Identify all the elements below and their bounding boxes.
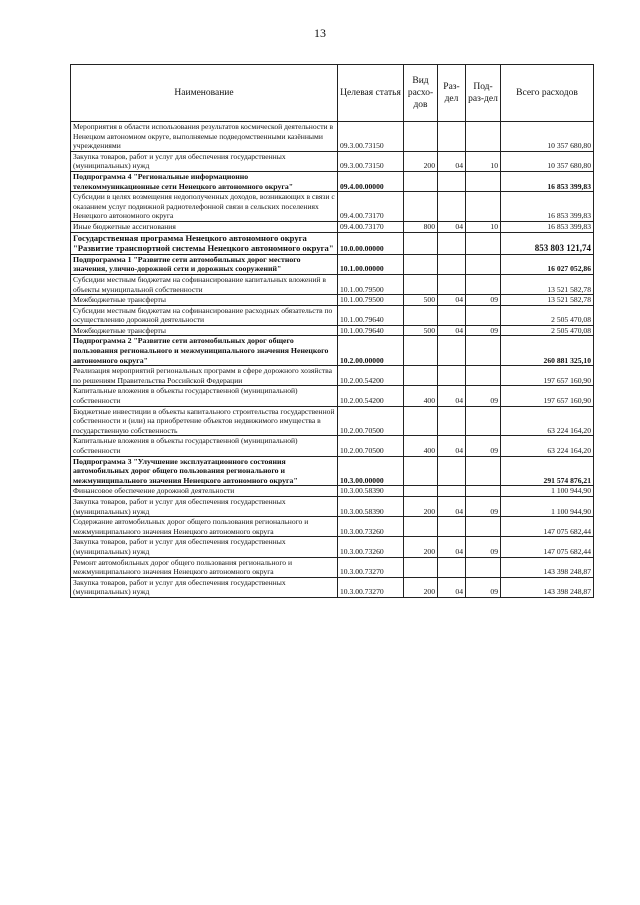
row-amount: 197 657 160,90 <box>501 386 594 406</box>
row-amount: 16 853 399,83 <box>501 192 594 222</box>
header-total: Всего расходов <box>501 65 594 122</box>
row-target-article: 09.4.00.73170 <box>338 221 404 232</box>
row-subsection <box>466 171 501 191</box>
row-target-article: 10.1.00.79500 <box>338 274 404 294</box>
row-name: Субсидии местным бюджетам на софинансирование расходных обязательств по осуществлению дорожной деятельности <box>71 305 338 325</box>
table-row <box>71 456 594 486</box>
row-expense-type <box>404 305 438 325</box>
row-subsection: 09 <box>466 325 501 336</box>
row-expense-type: 200 <box>404 151 438 171</box>
row-section <box>438 336 466 366</box>
row-subsection <box>466 456 501 486</box>
row-name: Субсидии местным бюджетам на софинансирование капитальных вложений в объекты муниципальной собственности <box>71 274 338 294</box>
row-name: Реализация мероприятий региональных программ в сфере дорожного хозяйства по решениям Правительства Российской Федерации <box>71 366 338 386</box>
row-expense-type: 400 <box>404 386 438 406</box>
row-section <box>438 486 466 497</box>
table-row <box>71 577 594 597</box>
row-amount: 143 398 248,87 <box>501 577 594 597</box>
row-expense-type <box>404 122 438 152</box>
row-section <box>438 122 466 152</box>
row-section <box>438 232 466 254</box>
row-subsection <box>466 232 501 254</box>
table-row <box>71 171 594 191</box>
table-row <box>71 221 594 232</box>
table-row <box>71 305 594 325</box>
row-amount: 1 100 944,90 <box>501 496 594 516</box>
table-row <box>71 517 594 537</box>
row-name: Межбюджетные трансферты <box>71 325 338 336</box>
row-target-article: 09.4.00.73170 <box>338 192 404 222</box>
row-amount: 63 224 164,20 <box>501 436 594 456</box>
row-section <box>438 406 466 436</box>
row-subsection <box>466 305 501 325</box>
row-amount: 63 224 164,20 <box>501 406 594 436</box>
header-target-article: Целевая статья <box>338 65 404 122</box>
row-name: Подпрограмма 4 "Региональные информационно телекоммуникационные сети Ненецкого автономного округа" <box>71 171 338 191</box>
row-amount: 16 853 399,83 <box>501 171 594 191</box>
row-name: Иные бюджетные ассигнования <box>71 221 338 232</box>
row-name: Межбюджетные трансферты <box>71 295 338 306</box>
row-subsection: 10 <box>466 151 501 171</box>
row-subsection: 09 <box>466 577 501 597</box>
row-name: Ремонт автомобильных дорог общего пользования регионального и межмуниципального значения Ненецкого автономного округа <box>71 557 338 577</box>
row-target-article: 10.1.00.00000 <box>338 254 404 274</box>
row-name: Мероприятия в области использования результатов космической деятельности в Ненецком автономном округе, выполняемые подведомственными казёнными учреждениями <box>71 122 338 152</box>
row-name: Субсидии в целях возмещения недополученных доходов, возникающих в связи с оказанием услуг подвижной радиотелефонной связи в сельских поселениях Ненецкого автономного округа <box>71 192 338 222</box>
row-amount: 147 075 682,44 <box>501 517 594 537</box>
row-section: 04 <box>438 325 466 336</box>
row-target-article: 10.2.00.70500 <box>338 406 404 436</box>
table-row <box>71 366 594 386</box>
row-expense-type <box>404 274 438 294</box>
row-subsection <box>466 366 501 386</box>
row-amount: 853 803 121,74 <box>501 232 594 254</box>
row-name: Государственная программа Ненецкого автономного округа "Развитие транспортной системы Ненецкого автономного округа" <box>71 232 338 254</box>
row-target-article: 09.3.00.73150 <box>338 122 404 152</box>
row-expense-type <box>404 336 438 366</box>
table-row <box>71 537 594 557</box>
row-amount: 2 505 470,08 <box>501 325 594 336</box>
row-name: Закупка товаров, работ и услуг для обеспечения государственных (муниципальных) нужд <box>71 577 338 597</box>
table-row <box>71 295 594 306</box>
row-expense-type <box>404 366 438 386</box>
row-target-article: 10.3.00.00000 <box>338 456 404 486</box>
row-target-article: 10.3.00.73260 <box>338 517 404 537</box>
row-amount: 16 853 399,83 <box>501 221 594 232</box>
row-name: Подпрограмма 2 "Развитие сети автомобильных дорог общего пользования регионального и межмуниципального значения Ненецкого автономного округа" <box>71 336 338 366</box>
row-name: Закупка товаров, работ и услуг для обеспечения государственных (муниципальных) нужд <box>71 151 338 171</box>
row-name: Бюджетные инвестиции в объекты капитального строительства государственной собственности и (или) на приобретение объектов недвижимого имущества в государственную собственность <box>71 406 338 436</box>
row-section: 04 <box>438 436 466 456</box>
row-section <box>438 366 466 386</box>
row-name: Подпрограмма 3 "Улучшение эксплуатационного состояния автомобильных дорог общего пользования регионального и межмуниципального значения Ненецкого автономного округа" <box>71 456 338 486</box>
row-section: 04 <box>438 151 466 171</box>
header-section: Раз-дел <box>438 65 466 122</box>
header-expense-type: Вид расхо-дов <box>404 65 438 122</box>
row-section: 04 <box>438 295 466 306</box>
row-subsection <box>466 122 501 152</box>
table-row <box>71 557 594 577</box>
row-amount: 2 505 470,08 <box>501 305 594 325</box>
table-row <box>71 386 594 406</box>
row-section <box>438 517 466 537</box>
row-expense-type: 500 <box>404 295 438 306</box>
row-subsection: 09 <box>466 537 501 557</box>
table-row <box>71 192 594 222</box>
row-amount: 13 521 582,78 <box>501 274 594 294</box>
row-amount: 143 398 248,87 <box>501 557 594 577</box>
row-target-article: 10.3.00.73260 <box>338 537 404 557</box>
row-subsection <box>466 517 501 537</box>
table-body <box>71 122 594 598</box>
row-target-article: 09.4.00.00000 <box>338 171 404 191</box>
row-target-article: 10.2.00.00000 <box>338 336 404 366</box>
table-row <box>71 486 594 497</box>
row-target-article: 10.1.00.79640 <box>338 325 404 336</box>
table-row <box>71 406 594 436</box>
row-section <box>438 254 466 274</box>
row-target-article: 10.3.00.58390 <box>338 496 404 516</box>
row-section: 04 <box>438 386 466 406</box>
row-name: Капитальные вложения в объекты государственной (муниципальной) собственности <box>71 436 338 456</box>
table-row <box>71 325 594 336</box>
row-expense-type <box>404 406 438 436</box>
row-expense-type <box>404 557 438 577</box>
row-subsection: 09 <box>466 386 501 406</box>
row-section <box>438 171 466 191</box>
row-expense-type <box>404 192 438 222</box>
row-section: 04 <box>438 496 466 516</box>
row-subsection <box>466 274 501 294</box>
row-target-article: 10.2.00.54200 <box>338 366 404 386</box>
row-subsection: 09 <box>466 436 501 456</box>
page-number: 13 <box>314 26 326 40</box>
row-section: 04 <box>438 221 466 232</box>
row-amount: 16 027 052,86 <box>501 254 594 274</box>
row-expense-type: 200 <box>404 537 438 557</box>
row-section <box>438 456 466 486</box>
row-expense-type <box>404 254 438 274</box>
row-section: 04 <box>438 577 466 597</box>
row-expense-type <box>404 171 438 191</box>
budget-table <box>70 64 594 598</box>
row-name: Закупка товаров, работ и услуг для обеспечения государственных (муниципальных) нужд <box>71 496 338 516</box>
row-amount: 291 574 876,21 <box>501 456 594 486</box>
row-subsection <box>466 336 501 366</box>
row-subsection: 09 <box>466 295 501 306</box>
row-subsection <box>466 192 501 222</box>
row-section <box>438 557 466 577</box>
row-amount: 10 357 680,80 <box>501 151 594 171</box>
row-expense-type: 800 <box>404 221 438 232</box>
row-amount: 147 075 682,44 <box>501 537 594 557</box>
row-amount: 13 521 582,78 <box>501 295 594 306</box>
row-subsection <box>466 557 501 577</box>
header-name: Наименование <box>71 65 338 122</box>
row-target-article: 10.2.00.70500 <box>338 436 404 456</box>
table-row <box>71 254 594 274</box>
row-section: 04 <box>438 537 466 557</box>
row-name: Закупка товаров, работ и услуг для обеспечения государственных (муниципальных) нужд <box>71 537 338 557</box>
row-subsection: 10 <box>466 221 501 232</box>
row-target-article: 10.1.00.79500 <box>338 295 404 306</box>
row-subsection <box>466 254 501 274</box>
row-section <box>438 192 466 222</box>
row-subsection <box>466 406 501 436</box>
row-target-article: 10.2.00.54200 <box>338 386 404 406</box>
row-section <box>438 274 466 294</box>
table-row <box>71 274 594 294</box>
row-expense-type <box>404 517 438 537</box>
row-amount: 197 657 160,90 <box>501 366 594 386</box>
row-subsection: 09 <box>466 496 501 516</box>
row-target-article: 10.3.00.73270 <box>338 577 404 597</box>
row-expense-type: 500 <box>404 325 438 336</box>
row-target-article: 10.3.00.73270 <box>338 557 404 577</box>
row-target-article: 09.3.00.73150 <box>338 151 404 171</box>
row-target-article: 10.3.00.58390 <box>338 486 404 497</box>
row-section <box>438 305 466 325</box>
row-expense-type: 200 <box>404 577 438 597</box>
row-name: Подпрограмма 1 "Развитие сети автомобильных дорог местного значения, улично-дорожной сети и дорожных сооружений" <box>71 254 338 274</box>
row-expense-type: 200 <box>404 496 438 516</box>
table-row <box>71 232 594 254</box>
row-target-article: 10.1.00.79640 <box>338 305 404 325</box>
row-subsection <box>466 486 501 497</box>
row-expense-type: 400 <box>404 436 438 456</box>
row-amount: 10 357 680,80 <box>501 122 594 152</box>
table-row <box>71 436 594 456</box>
row-name: Содержание автомобильных дорог общего пользования регионального и межмуниципального значения Ненецкого автономного округа <box>71 517 338 537</box>
row-expense-type <box>404 456 438 486</box>
row-amount: 1 100 944,90 <box>501 486 594 497</box>
header-subsection: Под-раз-дел <box>466 65 501 122</box>
row-expense-type <box>404 486 438 497</box>
table-row <box>71 122 594 152</box>
table-row <box>71 496 594 516</box>
row-name: Капитальные вложения в объекты государственной (муниципальной) собственности <box>71 386 338 406</box>
row-expense-type <box>404 232 438 254</box>
row-name: Финансовое обеспечение дорожной деятельности <box>71 486 338 497</box>
row-target-article: 10.0.00.00000 <box>338 232 404 254</box>
table-header-row <box>71 65 594 122</box>
row-amount: 260 881 325,10 <box>501 336 594 366</box>
table-row <box>71 336 594 366</box>
table-row <box>71 151 594 171</box>
